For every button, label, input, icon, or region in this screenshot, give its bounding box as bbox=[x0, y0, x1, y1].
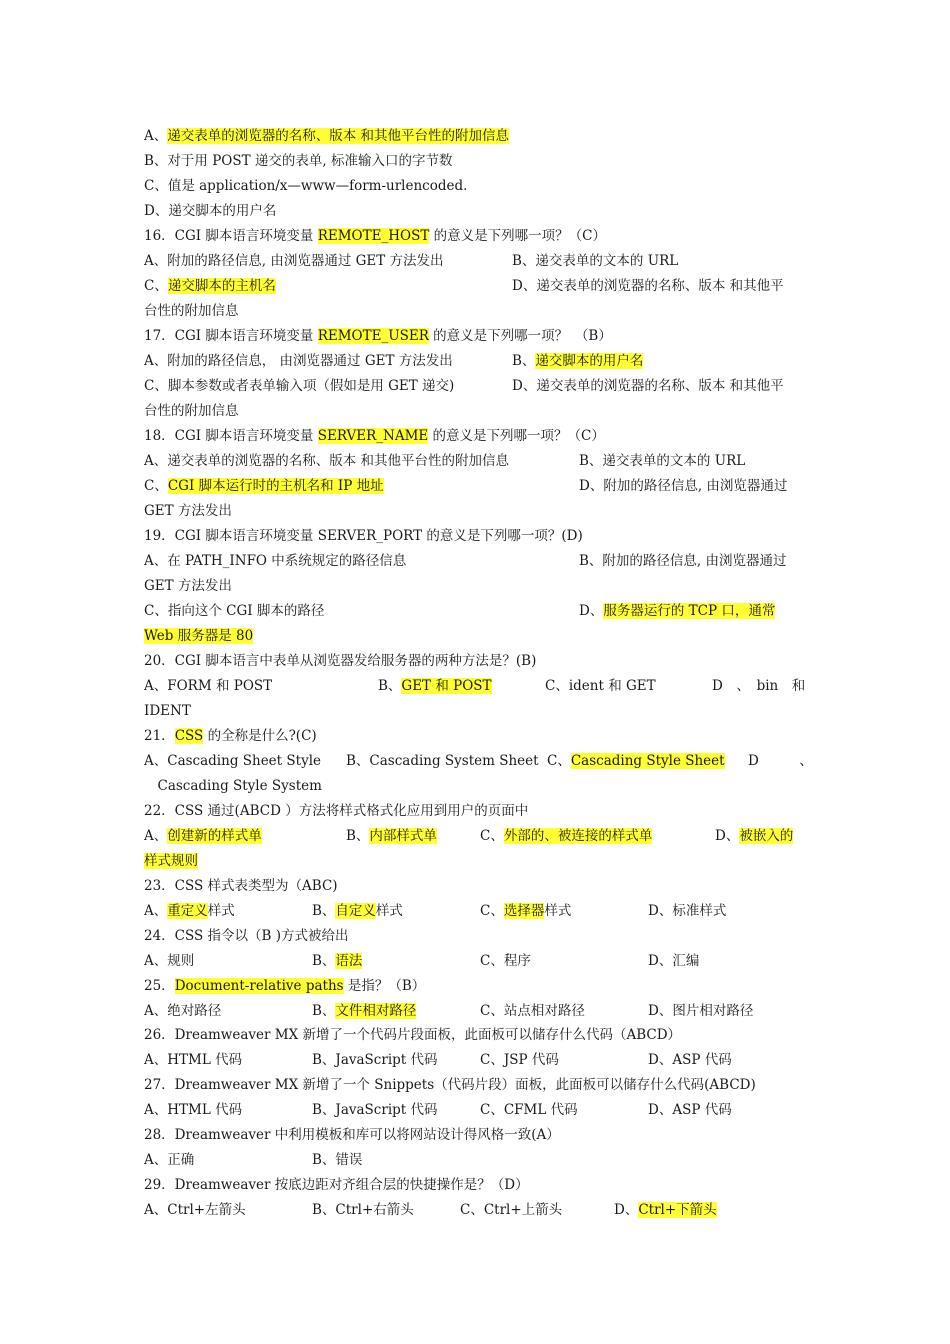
answer-line bbox=[144, 300, 808, 322]
option-d: D 、 bbox=[748, 753, 813, 769]
question-line bbox=[144, 725, 808, 747]
answer-line bbox=[144, 250, 808, 272]
answer-line bbox=[144, 125, 808, 147]
question-line bbox=[144, 925, 808, 947]
text-segment: D、递交脚本的用户名 bbox=[144, 203, 277, 219]
text-segment: B、 bbox=[512, 353, 536, 369]
text-segment: 18．CGI 脚本语言环境变量 bbox=[144, 428, 318, 444]
question-line bbox=[144, 1074, 808, 1096]
highlighted-text: Cascading Style Sheet bbox=[570, 753, 725, 769]
option-a bbox=[144, 900, 235, 922]
option-a: A、绝对路径 bbox=[144, 1003, 222, 1019]
text-segment: 的意义是下列哪一项？（C） bbox=[429, 228, 606, 244]
option-b bbox=[346, 825, 437, 847]
text-segment: 25． bbox=[144, 978, 175, 994]
highlighted-text: 递交脚本的主机名 bbox=[167, 278, 276, 294]
highlighted-text: REMOTE_HOST bbox=[317, 228, 430, 244]
option-d: D、递交表单的浏览器的名称、版本 和其他平 bbox=[512, 278, 784, 294]
text-segment: 27．Dreamweaver MX 新增了一个 Snippets（代码片段）面板，此面板可以储存什么代码(ABCD) bbox=[144, 1077, 756, 1093]
text-segment: B、 bbox=[346, 828, 370, 844]
question-line bbox=[144, 525, 808, 547]
question-line bbox=[144, 325, 808, 347]
highlighted-text: REMOTE_USER bbox=[317, 328, 429, 344]
highlighted-text: CSS bbox=[174, 728, 204, 744]
option-d: D、ASP 代码 bbox=[648, 1102, 732, 1118]
answer-line bbox=[144, 1199, 808, 1221]
text-segment: 29．Dreamweaver 按底边距对齐组合层的快捷操作是？（D） bbox=[144, 1177, 529, 1193]
option-c: C、指向这个 CGI 脚本的路径 bbox=[144, 603, 325, 619]
highlighted-text: 样式规则 bbox=[144, 853, 198, 869]
text-segment: C、 bbox=[547, 753, 571, 769]
text-segment: 17．CGI 脚本语言环境变量 bbox=[144, 328, 318, 344]
option-a: A、在 PATH_INFO 中系统规定的路径信息 bbox=[144, 553, 407, 569]
text-segment: 22．CSS 通过(ABCD ）方法将样式格式化应用到用户的页面中 bbox=[144, 803, 529, 819]
highlighted-text: Ctrl+下箭头 bbox=[638, 1202, 717, 1218]
option-d: D、标准样式 bbox=[648, 903, 727, 919]
answer-line bbox=[144, 1149, 808, 1171]
text-segment: C、 bbox=[480, 828, 504, 844]
text-segment: 24．CSS 指令以（B )方式被给出 bbox=[144, 928, 349, 944]
answer-line bbox=[144, 950, 808, 972]
option-b: B、JavaScript 代码 bbox=[312, 1052, 438, 1068]
answer-line bbox=[144, 700, 808, 722]
option-c: C、站点相对路径 bbox=[480, 1003, 585, 1019]
option-a: A、附加的路径信息, 由浏览器通过 GET 方法发出 bbox=[144, 253, 444, 269]
highlighted-text: 外部的、被连接的样式单 bbox=[503, 828, 653, 844]
option-a bbox=[144, 825, 262, 847]
answer-line bbox=[144, 625, 808, 647]
question-line bbox=[144, 1124, 808, 1146]
text-segment: 的意义是下列哪一项？ （B） bbox=[428, 328, 612, 344]
option-c bbox=[547, 750, 725, 772]
option-d bbox=[715, 825, 793, 847]
option-d: D、附加的路径信息, 由浏览器通过 bbox=[579, 478, 788, 494]
text-segment: C、 bbox=[144, 478, 168, 494]
highlighted-text: 服务器运行的 TCP 口，通常 bbox=[603, 603, 776, 619]
text-segment: B、 bbox=[312, 953, 336, 969]
question-line bbox=[144, 1024, 808, 1046]
option-d bbox=[614, 1199, 717, 1221]
highlighted-text: 被嵌入的 bbox=[739, 828, 794, 844]
text-segment: 样式 bbox=[375, 903, 403, 919]
option-b bbox=[312, 950, 362, 972]
option-d: D 、 bin 和 bbox=[712, 678, 806, 694]
option-c bbox=[480, 900, 571, 922]
answer-line bbox=[144, 775, 808, 797]
answer-line bbox=[144, 1000, 808, 1022]
highlighted-text: Web 服务器是 80 bbox=[144, 628, 254, 644]
highlighted-text: GET 和 POST bbox=[401, 678, 492, 694]
option-c: C、JSP 代码 bbox=[480, 1052, 559, 1068]
option-b: B、Cascading System Sheet bbox=[346, 753, 539, 769]
text-segment: C、值是 application/x—www—form-urlencoded. bbox=[144, 178, 468, 194]
text-segment: 台性的附加信息 bbox=[144, 303, 239, 319]
option-c: C、脚本参数或者表单输入项（假如是用 GET 递交) bbox=[144, 378, 455, 394]
option-b bbox=[512, 350, 643, 372]
text-segment: A、 bbox=[144, 903, 168, 919]
text-segment: Cascading Style System bbox=[144, 778, 322, 794]
answer-line bbox=[144, 575, 808, 597]
option-c bbox=[144, 275, 276, 297]
question-line bbox=[144, 875, 808, 897]
option-d bbox=[579, 600, 775, 622]
question-line bbox=[144, 975, 808, 997]
answer-line bbox=[144, 750, 813, 772]
answer-line bbox=[144, 675, 808, 697]
answer-line bbox=[144, 150, 808, 172]
answer-line bbox=[144, 550, 808, 572]
option-a: A、HTML 代码 bbox=[144, 1052, 243, 1068]
option-c: C、Ctrl+上箭头 bbox=[460, 1202, 563, 1218]
option-a: A、附加的路径信息， 由浏览器通过 GET 方法发出 bbox=[144, 353, 453, 369]
highlighted-text: 递交脚本的用户名 bbox=[535, 353, 644, 369]
option-b: B、Ctrl+右箭头 bbox=[312, 1202, 414, 1218]
highlighted-text: 选择器 bbox=[503, 903, 545, 919]
text-segment: D、 bbox=[614, 1202, 639, 1218]
option-b: B、附加的路径信息, 由浏览器通过 bbox=[579, 553, 787, 569]
answer-line bbox=[144, 375, 808, 397]
question-line bbox=[144, 425, 808, 447]
answer-line bbox=[144, 1099, 808, 1121]
text-segment: 样式 bbox=[207, 903, 235, 919]
highlighted-text: Document-relative paths bbox=[174, 978, 344, 994]
question-line bbox=[144, 800, 808, 822]
question-line bbox=[144, 650, 808, 672]
answer-line bbox=[144, 350, 808, 372]
option-b bbox=[312, 1000, 416, 1022]
text-segment: 21． bbox=[144, 728, 175, 744]
option-b: B、递交表单的文本的 URL bbox=[579, 453, 746, 469]
option-d: D、递交表单的浏览器的名称、版本 和其他平 bbox=[512, 378, 784, 394]
option-d: D、ASP 代码 bbox=[648, 1052, 732, 1068]
question-line bbox=[144, 1174, 808, 1196]
option-a: A、Cascading Sheet Style bbox=[144, 753, 321, 769]
text-segment: C、 bbox=[144, 278, 168, 294]
option-c: C、CFML 代码 bbox=[480, 1102, 578, 1118]
highlighted-text: CGI 脚本运行时的主机名和 IP 地址 bbox=[167, 478, 384, 494]
option-c bbox=[144, 475, 384, 497]
option-b: B、错误 bbox=[312, 1152, 363, 1168]
text-segment: 的全称是什么?(C) bbox=[203, 728, 317, 744]
text-segment: 是指？（B） bbox=[343, 978, 426, 994]
text-segment: D、 bbox=[579, 603, 604, 619]
answer-line bbox=[144, 200, 808, 222]
option-c: C、程序 bbox=[480, 953, 531, 969]
text-segment: C、 bbox=[480, 903, 504, 919]
question-line bbox=[144, 225, 808, 247]
answer-line bbox=[144, 275, 808, 297]
text-segment: 19．CGI 脚本语言环境变量 SERVER_PORT 的意义是下列哪一项？(D) bbox=[144, 528, 583, 544]
answer-line bbox=[144, 825, 808, 847]
option-b: B、JavaScript 代码 bbox=[312, 1102, 438, 1118]
option-a: A、HTML 代码 bbox=[144, 1102, 243, 1118]
answer-line bbox=[144, 500, 808, 522]
text-segment: B、 bbox=[312, 1003, 336, 1019]
highlighted-text: 内部样式单 bbox=[369, 828, 437, 844]
text-segment: B、 bbox=[378, 678, 402, 694]
option-a: A、正确 bbox=[144, 1152, 195, 1168]
answer-line bbox=[144, 175, 808, 197]
answer-line bbox=[144, 1049, 808, 1071]
option-c: C、ident 和 GET bbox=[545, 678, 656, 694]
text-segment: 28．Dreamweaver 中利用模板和库可以将网站设计得风格一致(A） bbox=[144, 1127, 560, 1143]
text-segment: IDENT bbox=[144, 703, 191, 719]
answer-line bbox=[144, 850, 808, 872]
option-d: D、图片相对路径 bbox=[648, 1003, 754, 1019]
text-segment: B、对于用 POST 递交的表单, 标准输入口的字节数 bbox=[144, 153, 453, 169]
text-segment: A、 bbox=[144, 128, 168, 144]
answer-line bbox=[144, 900, 808, 922]
text-segment: 的意义是下列哪一项？（C） bbox=[428, 428, 605, 444]
text-segment: 26．Dreamweaver MX 新增了一个代码片段面板，此面板可以储存什么代码（ABCD） bbox=[144, 1027, 682, 1043]
option-c bbox=[480, 825, 652, 847]
option-d: D、汇编 bbox=[648, 953, 700, 969]
option-b: B、递交表单的文本的 URL bbox=[512, 253, 679, 269]
answer-line bbox=[144, 450, 808, 472]
option-b bbox=[378, 675, 492, 697]
answer-line bbox=[144, 475, 808, 497]
text-segment: 样式 bbox=[544, 903, 572, 919]
option-a: A、递交表单的浏览器的名称、版本 和其他平台性的附加信息 bbox=[144, 453, 510, 469]
highlighted-text: 重定义 bbox=[167, 903, 208, 919]
text-segment: D、 bbox=[715, 828, 740, 844]
option-a: A、规则 bbox=[144, 953, 195, 969]
highlighted-text: 文件相对路径 bbox=[335, 1003, 417, 1019]
answer-line bbox=[144, 400, 808, 422]
text-segment: A、 bbox=[144, 828, 168, 844]
text-segment: 20．CGI 脚本语言中表单从浏览器发给服务器的两种方法是？(B) bbox=[144, 653, 537, 669]
option-b bbox=[312, 900, 403, 922]
highlighted-text: SERVER_NAME bbox=[317, 428, 429, 444]
option-a: A、FORM 和 POST bbox=[144, 678, 273, 694]
text-segment: 台性的附加信息 bbox=[144, 403, 239, 419]
text-segment: B、 bbox=[312, 903, 336, 919]
text-segment: 23．CSS 样式表类型为（ABC) bbox=[144, 878, 338, 894]
text-segment: GET 方法发出 bbox=[144, 503, 232, 519]
highlighted-text: 自定义 bbox=[335, 903, 376, 919]
text-segment: GET 方法发出 bbox=[144, 578, 232, 594]
highlighted-text: 语法 bbox=[335, 953, 363, 969]
highlighted-text: 递交表单的浏览器的名称、版本 和其他平台性的附加信息 bbox=[167, 128, 510, 144]
option-a: A、Ctrl+左箭头 bbox=[144, 1202, 246, 1218]
answer-line bbox=[144, 600, 808, 622]
text-segment: 16．CGI 脚本语言环境变量 bbox=[144, 228, 318, 244]
highlighted-text: 创建新的样式单 bbox=[167, 828, 262, 844]
